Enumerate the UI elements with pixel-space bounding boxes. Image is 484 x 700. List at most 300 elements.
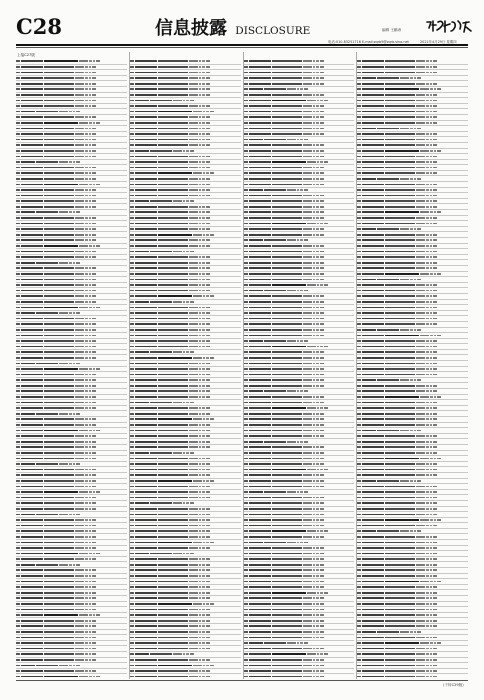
cell-text <box>357 614 361 616</box>
cell-text <box>199 497 202 499</box>
cell-text <box>16 267 20 269</box>
section-title <box>155 20 310 38</box>
cell-text <box>357 469 361 471</box>
cell-text <box>244 458 248 460</box>
cell-text <box>206 670 210 672</box>
cell-text <box>297 88 300 90</box>
cell-text <box>202 620 205 622</box>
cell-text <box>249 357 271 359</box>
cell-text <box>316 368 319 370</box>
cell-text <box>320 161 323 163</box>
cell-text <box>135 105 157 107</box>
cell-text <box>75 200 84 202</box>
cell-text <box>21 665 35 667</box>
cell-text <box>158 474 188 476</box>
cell-text <box>385 536 415 538</box>
cell-text <box>430 491 433 493</box>
cell-text <box>85 195 88 197</box>
cell-text <box>416 223 425 225</box>
cell-text <box>206 189 210 191</box>
cell-text <box>16 211 20 213</box>
cell-text <box>44 122 78 124</box>
cell-text <box>249 542 263 544</box>
cell-text <box>362 497 384 499</box>
cell-text <box>135 290 157 292</box>
cell-text <box>206 592 210 594</box>
cell-text <box>93 307 96 309</box>
cell-text <box>16 346 20 348</box>
cell-text <box>135 217 157 219</box>
cell-text <box>92 519 96 521</box>
cell-text <box>199 659 202 661</box>
cell-text <box>16 133 20 135</box>
cell-text <box>362 486 384 488</box>
cell-text <box>426 172 429 174</box>
cell-text <box>210 234 214 236</box>
cell-text <box>89 273 92 275</box>
cell-text <box>362 172 384 174</box>
cell-text <box>21 368 43 370</box>
cell-text <box>313 256 316 258</box>
cell-text <box>249 514 271 516</box>
cell-text <box>130 407 134 409</box>
cell-text <box>130 195 134 197</box>
cell-text <box>416 116 425 118</box>
cell-text <box>416 284 425 286</box>
cell-text <box>135 542 157 544</box>
cell-text <box>44 536 74 538</box>
cell-text <box>430 290 433 292</box>
cell-text <box>130 374 134 376</box>
cell-text <box>426 122 429 124</box>
cell-text <box>158 133 188 135</box>
cell-text <box>206 66 210 68</box>
cell-text <box>93 430 96 432</box>
cell-text <box>44 620 74 622</box>
cell-text <box>130 564 134 566</box>
cell-text <box>199 211 202 213</box>
cell-text <box>249 301 271 303</box>
cell-text <box>249 267 271 269</box>
cell-text <box>303 312 312 314</box>
cell-text <box>44 335 74 337</box>
cell-text <box>416 267 425 269</box>
cell-text <box>21 318 43 320</box>
cell-text <box>130 223 134 225</box>
cell-text <box>426 676 429 678</box>
cell-text <box>76 665 80 667</box>
cell-text <box>75 105 84 107</box>
cell-text <box>362 256 384 258</box>
cell-text <box>249 597 271 599</box>
cell-text <box>21 323 43 325</box>
cell-text <box>158 346 188 348</box>
cell-text <box>89 480 92 482</box>
cell-text <box>357 72 361 74</box>
cell-text <box>313 418 316 420</box>
cell-text <box>272 262 302 264</box>
cell-text <box>189 597 198 599</box>
cell-text <box>400 631 409 633</box>
cell-text <box>244 441 248 443</box>
cell-text <box>158 441 188 443</box>
cell-text <box>199 217 202 219</box>
cell-text <box>300 390 303 392</box>
cell-text <box>385 497 415 499</box>
cell-text <box>400 430 409 432</box>
cell-text <box>244 547 248 549</box>
cell-text <box>362 60 384 62</box>
cell-text <box>206 72 210 74</box>
cell-text <box>385 486 415 488</box>
cell-text <box>316 144 319 146</box>
cell-text <box>199 547 202 549</box>
cell-text <box>92 279 96 281</box>
cell-text <box>206 435 210 437</box>
cell-text <box>36 413 58 415</box>
cell-text <box>92 592 96 594</box>
cell-text <box>135 228 157 230</box>
cell-text <box>130 446 134 448</box>
cell-text <box>189 323 198 325</box>
cell-text <box>249 480 271 482</box>
cell-text <box>272 318 302 320</box>
cell-text <box>362 94 384 96</box>
cell-text <box>203 418 206 420</box>
cell-text <box>385 625 415 627</box>
cell-text <box>44 239 74 241</box>
cell-text <box>16 340 20 342</box>
cell-text <box>272 463 302 465</box>
cell-text <box>272 133 302 135</box>
cell-text <box>437 150 441 152</box>
cell-text <box>416 413 425 415</box>
cell-text <box>357 486 361 488</box>
cell-text <box>16 312 20 314</box>
listing-table <box>244 59 355 679</box>
cell-text <box>69 514 72 516</box>
cell-text <box>416 239 425 241</box>
cell-text <box>135 234 157 236</box>
cell-text <box>16 558 20 560</box>
cell-text <box>92 379 96 381</box>
cell-text <box>135 446 157 448</box>
cell-text <box>320 547 324 549</box>
cell-text <box>44 592 74 594</box>
cell-text <box>362 558 384 560</box>
cell-text <box>135 66 157 68</box>
cell-text <box>410 77 413 79</box>
cell-text <box>189 469 198 471</box>
cell-text <box>75 586 84 588</box>
cell-text <box>16 486 20 488</box>
cell-text <box>249 116 271 118</box>
cell-text <box>362 385 384 387</box>
cell-text <box>385 206 415 208</box>
cell-text <box>304 189 308 191</box>
cell-text <box>249 547 271 549</box>
cell-text <box>85 77 88 79</box>
cell-text <box>362 195 384 197</box>
cell-text <box>202 424 205 426</box>
cell-text <box>92 273 96 275</box>
cell-text <box>385 396 419 398</box>
cell-text <box>76 413 80 415</box>
cell-text <box>303 111 312 113</box>
cell-text <box>362 217 384 219</box>
cell-text <box>416 301 425 303</box>
cell-text <box>75 446 84 448</box>
cell-text <box>135 592 157 594</box>
cell-text <box>92 172 96 174</box>
cell-text <box>21 625 43 627</box>
cell-text <box>416 122 425 124</box>
cell-text <box>92 128 96 130</box>
cell-text <box>297 189 300 191</box>
cell-text <box>16 424 20 426</box>
cell-text <box>158 105 188 107</box>
cell-text <box>362 211 384 213</box>
cell-text <box>199 525 202 527</box>
cell-text <box>357 301 361 303</box>
cell-text <box>385 542 415 544</box>
cell-text <box>75 128 84 130</box>
cell-text <box>135 480 157 482</box>
cell-text <box>16 452 20 454</box>
cell-text <box>357 637 361 639</box>
cell-text <box>357 195 361 197</box>
cell-text <box>303 301 312 303</box>
cell-text <box>21 446 43 448</box>
cell-text <box>21 335 43 337</box>
cell-text <box>89 323 92 325</box>
cell-text <box>199 569 202 571</box>
cell-text <box>21 374 43 376</box>
cell-text <box>244 463 248 465</box>
cell-text <box>244 116 248 118</box>
cell-text <box>199 424 202 426</box>
cell-text <box>189 273 198 275</box>
cell-text <box>69 312 72 314</box>
cell-text <box>244 150 248 152</box>
cell-text <box>21 530 43 532</box>
cell-text <box>85 100 88 102</box>
cell-text <box>416 597 425 599</box>
cell-text <box>416 94 425 96</box>
cell-text <box>313 564 316 566</box>
cell-text <box>272 553 302 555</box>
cell-text <box>316 418 319 420</box>
cell-text <box>96 676 100 678</box>
cell-text <box>21 83 43 85</box>
cell-text <box>385 418 415 420</box>
cell-text <box>313 536 316 538</box>
cell-text <box>75 279 84 281</box>
cell-text <box>135 486 157 488</box>
cell-text <box>433 486 437 488</box>
cell-text <box>135 251 149 253</box>
cell-text <box>433 502 437 504</box>
cell-text <box>272 581 302 583</box>
cell-text <box>320 301 324 303</box>
cell-text <box>400 480 409 482</box>
cell-text <box>244 519 248 521</box>
cell-text <box>92 603 96 605</box>
cell-text <box>357 94 361 96</box>
header-rule-thin <box>16 47 468 48</box>
cell-text <box>16 547 20 549</box>
cell-text <box>272 228 302 230</box>
cell-text <box>320 100 323 102</box>
cell-text <box>249 452 271 454</box>
cell-text <box>385 273 419 275</box>
cell-text <box>420 211 429 213</box>
cell-text <box>130 206 134 208</box>
cell-text <box>16 200 20 202</box>
cell-text <box>385 122 415 124</box>
cell-text <box>244 245 248 247</box>
cell-text <box>426 542 429 544</box>
cell-text <box>433 564 437 566</box>
cell-text <box>92 670 96 672</box>
cell-text <box>75 144 84 146</box>
cell-text <box>189 133 198 135</box>
cell-text <box>203 603 206 605</box>
cell-text <box>158 491 188 493</box>
cell-text <box>362 239 384 241</box>
cell-text <box>202 458 205 460</box>
cell-text <box>426 111 429 113</box>
cell-text <box>272 519 302 521</box>
cell-text <box>385 614 415 616</box>
cell-text <box>272 637 302 639</box>
cell-text <box>304 139 308 141</box>
cell-text <box>199 144 202 146</box>
cell-text <box>320 480 324 482</box>
cell-text <box>69 211 72 213</box>
cell-text <box>414 128 417 130</box>
cell-text <box>426 446 429 448</box>
cell-text <box>16 256 20 258</box>
cell-text <box>199 273 202 275</box>
cell-text <box>430 547 433 549</box>
cell-text <box>173 351 182 353</box>
cell-text <box>249 363 271 365</box>
cell-text <box>272 245 302 247</box>
cell-text <box>313 508 316 510</box>
cell-text <box>85 586 88 588</box>
cell-text <box>416 648 425 650</box>
cell-text <box>44 379 74 381</box>
cell-text <box>130 620 134 622</box>
cell-text <box>303 637 312 639</box>
cell-text <box>320 497 324 499</box>
cell-text <box>73 111 76 113</box>
cell-text <box>92 228 96 230</box>
cell-text <box>313 363 316 365</box>
cell-text <box>16 402 20 404</box>
cell-text <box>85 446 88 448</box>
cell-text <box>426 133 429 135</box>
cell-text <box>44 77 74 79</box>
cell-text <box>173 653 182 655</box>
cell-text <box>16 390 20 392</box>
cell-text <box>158 480 192 482</box>
column-rule <box>244 679 355 680</box>
cell-text <box>206 122 210 124</box>
cell-text <box>135 150 149 152</box>
cell-text <box>303 60 312 62</box>
cell-text <box>202 340 205 342</box>
cell-text <box>357 402 361 404</box>
cell-text <box>199 536 202 538</box>
cell-text <box>75 625 84 627</box>
cell-text <box>249 105 271 107</box>
cell-text <box>89 340 92 342</box>
cell-text <box>244 251 248 253</box>
cell-text <box>85 486 88 488</box>
cell-text <box>85 597 88 599</box>
cell-text <box>433 312 437 314</box>
cell-text <box>202 491 205 493</box>
cell-text <box>430 452 433 454</box>
cell-text <box>385 211 419 213</box>
cell-text <box>385 133 415 135</box>
cell-text <box>202 167 205 169</box>
cell-text <box>416 206 425 208</box>
cell-text <box>158 435 188 437</box>
cell-text <box>130 390 134 392</box>
cell-text <box>189 407 198 409</box>
cell-text <box>92 357 96 359</box>
cell-text <box>385 346 415 348</box>
cell-text <box>199 435 202 437</box>
cell-text <box>85 648 88 650</box>
cell-text <box>244 625 248 627</box>
cell-text <box>135 167 157 169</box>
cell-text <box>75 418 84 420</box>
cell-text <box>313 105 316 107</box>
cell-text <box>320 374 324 376</box>
cell-text <box>416 374 425 376</box>
cell-text <box>89 446 92 448</box>
cell-text <box>190 150 194 152</box>
cell-text <box>303 525 312 527</box>
cell-text <box>362 569 384 571</box>
cell-text <box>190 351 194 353</box>
cell-text <box>193 234 202 236</box>
cell-text <box>21 424 43 426</box>
cell-text <box>44 597 74 599</box>
cell-text <box>313 335 316 337</box>
cell-text <box>158 206 188 208</box>
cell-text <box>89 530 92 532</box>
cell-text <box>89 379 92 381</box>
cell-text <box>430 659 433 661</box>
cell-text <box>313 597 316 599</box>
cell-text <box>320 536 324 538</box>
cell-text <box>313 273 316 275</box>
cell-text <box>385 72 415 74</box>
cell-text <box>21 430 43 432</box>
cell-text <box>362 77 376 79</box>
cell-text <box>320 111 324 113</box>
cell-text <box>202 267 205 269</box>
cell-text <box>135 603 157 605</box>
cell-text <box>357 133 361 135</box>
cell-text <box>430 558 433 560</box>
cell-text <box>272 66 302 68</box>
